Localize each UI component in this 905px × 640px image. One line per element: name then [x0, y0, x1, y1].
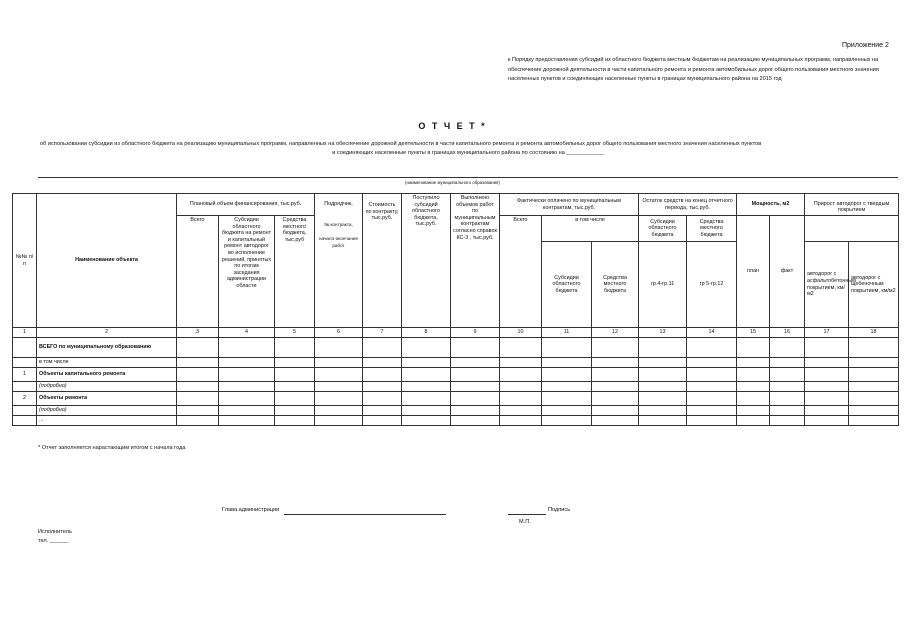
table-cell — [737, 391, 770, 405]
table-cell — [219, 357, 275, 367]
table-cell — [500, 381, 542, 391]
table-row — [13, 405, 899, 415]
table-cell — [542, 391, 592, 405]
table-cell — [687, 381, 737, 391]
table-cell — [592, 415, 639, 425]
header-paid: Фактически оплачено по муниципальным контрактам, тыс.руб. — [500, 194, 639, 216]
table-cell — [592, 357, 639, 367]
municipality-caption: (наименование муниципального образования) — [405, 180, 500, 185]
table-cell — [177, 367, 219, 381]
table-cell — [315, 391, 363, 405]
table-cell — [592, 367, 639, 381]
row-number-cell — [13, 405, 37, 415]
table-cell — [687, 367, 737, 381]
header-contract-no: № контракта, — [324, 221, 353, 227]
row-name-cell: (подробно) — [37, 381, 177, 391]
header-plan-subsidy: Субсидии областного бюджета на ремонт и капитальный ремонт автодорог во исполнение решений, принятых по итогам заседания администрации области — [219, 216, 275, 328]
header-power-fact: факт — [770, 216, 805, 328]
table-cell — [687, 391, 737, 405]
table-cell — [849, 391, 899, 405]
table-row — [13, 337, 899, 357]
row-name-cell: (подробно) — [37, 405, 177, 415]
header-rest-formula-1: гр.4-гр.11 — [639, 242, 687, 328]
column-number-row — [13, 328, 899, 338]
table-cell — [275, 357, 315, 367]
head-signature-line — [284, 514, 446, 515]
table-cell — [639, 367, 687, 381]
table-cell — [500, 391, 542, 405]
table-cell — [737, 415, 770, 425]
table-cell — [363, 381, 402, 391]
table-cell — [849, 381, 899, 391]
table-cell — [639, 391, 687, 405]
header-contract-cost: Стоимость по контракту, тыс.руб. — [363, 194, 402, 328]
table-cell — [500, 367, 542, 381]
header-rest-local: Средства местного бюджета — [687, 216, 737, 242]
row-number-cell: 1 — [13, 367, 37, 381]
table-cell — [770, 337, 805, 357]
subtitle-line-1: об использовании субсидии из областного бюджета на реализацию муниципальных программ, направленных на обеспечение дорожной деятельности в части капитального ремонта и ремонта автомобильных дорог общего пользования местного значения населенных пунктов — [40, 141, 762, 147]
table-cell — [770, 381, 805, 391]
col-number: 15 — [737, 328, 770, 338]
header-growth-spacer — [805, 216, 899, 242]
row-number-cell — [13, 357, 37, 367]
header-contractor-label: Подрядчик, — [324, 201, 353, 207]
table-cell — [805, 405, 849, 415]
table-cell — [451, 415, 500, 425]
table-cell — [592, 337, 639, 357]
table-cell — [500, 357, 542, 367]
executor-label: Исполнитель — [38, 529, 72, 535]
table-cell — [315, 357, 363, 367]
table-cell — [687, 415, 737, 425]
table-cell — [177, 337, 219, 357]
col-number: 6 — [315, 328, 363, 338]
header-rest-formula-2: гр 5-гр.12 — [687, 242, 737, 328]
table-cell — [500, 405, 542, 415]
row-name-cell: ... — [37, 415, 177, 425]
table-cell — [451, 337, 500, 357]
col-number: 3 — [177, 328, 219, 338]
table-cell — [402, 367, 451, 381]
table-cell — [275, 367, 315, 381]
row-name-cell: в том числе — [37, 357, 177, 367]
table-cell — [451, 391, 500, 405]
table-cell — [770, 391, 805, 405]
table-cell — [315, 415, 363, 425]
table-cell — [402, 415, 451, 425]
table-cell — [592, 381, 639, 391]
table-cell — [275, 415, 315, 425]
col-number: 11 — [542, 328, 592, 338]
col-number: 13 — [639, 328, 687, 338]
header-num: №№ п/п — [13, 194, 37, 328]
report-title: О Т Ч Е Т * — [418, 121, 487, 131]
row-name-cell: Объекты капитального ремонта — [37, 367, 177, 381]
sign-label: Подпись — [548, 507, 571, 513]
header-done: Выполнено объемов работ по муниципальным контрактам согласно справок КС-3 , тыс.руб. — [451, 194, 500, 328]
table-cell — [592, 405, 639, 415]
table-cell — [219, 381, 275, 391]
table-cell — [849, 405, 899, 415]
table-cell — [805, 391, 849, 405]
subtitle-line-2: и соединяющих населенные пункты в границах муниципального района по состоянию на ____________ — [332, 149, 604, 156]
header-paid-total: Всего — [500, 216, 542, 328]
header-paid-incl: в том числе — [542, 216, 639, 242]
header-received: Поступило субсидий областного бюджета, тыс.руб. — [402, 194, 451, 328]
table-cell — [687, 357, 737, 367]
stamp-label: М.П. — [519, 519, 531, 525]
col-number: 17 — [805, 328, 849, 338]
table-cell — [402, 357, 451, 367]
head-signature-label: Глава администрации — [222, 507, 280, 513]
table-cell — [451, 381, 500, 391]
header-rest-subsidy: Субсидии областного бюджета — [639, 216, 687, 242]
header-power: Мощность, м2 — [737, 194, 805, 216]
table-cell — [177, 415, 219, 425]
table-cell — [639, 415, 687, 425]
header-dates: начало-окончание работ — [318, 236, 359, 248]
table-cell — [402, 391, 451, 405]
table-cell — [363, 415, 402, 425]
header-paid-subsidy: Субсидии областного бюджета — [542, 242, 592, 328]
table-row — [13, 367, 899, 381]
row-number-cell — [13, 415, 37, 425]
header-plan: Плановый объем финансирования, тыс.руб. — [177, 194, 315, 216]
table-cell — [770, 357, 805, 367]
table-cell — [849, 415, 899, 425]
table-cell — [737, 381, 770, 391]
table-cell — [219, 415, 275, 425]
appendix-label: Приложение 2 — [842, 42, 889, 49]
report-table — [12, 193, 899, 426]
table-cell — [639, 337, 687, 357]
table-cell — [737, 357, 770, 367]
table-cell — [177, 405, 219, 415]
table-cell — [805, 337, 849, 357]
table-cell — [770, 415, 805, 425]
table-cell — [500, 415, 542, 425]
table-cell — [849, 357, 899, 367]
table-cell — [737, 337, 770, 357]
header-growth-asphalt: автодорог с асфальтобетонным покрытием, км/м2 — [805, 242, 849, 328]
table-cell — [542, 381, 592, 391]
header-rest: Остаток средств на конец отчетного периода, тыс.руб. — [639, 194, 737, 216]
table-cell — [542, 415, 592, 425]
table-cell — [737, 367, 770, 381]
table-cell — [275, 381, 315, 391]
table-cell — [219, 391, 275, 405]
col-number: 10 — [500, 328, 542, 338]
table-cell — [219, 337, 275, 357]
col-number: 16 — [770, 328, 805, 338]
header-growth-gravel: автодорог с щебеночным покрытием, км/м2 — [849, 242, 899, 328]
row-name-cell: Объекты ремонта — [37, 391, 177, 405]
table-row — [13, 381, 899, 391]
report-subtitle — [40, 140, 896, 157]
table-cell — [219, 367, 275, 381]
table-cell — [805, 367, 849, 381]
table-cell — [542, 357, 592, 367]
header-power-plan: план — [737, 216, 770, 328]
table-cell — [177, 381, 219, 391]
table-cell — [500, 337, 542, 357]
table-cell — [177, 391, 219, 405]
table-cell — [737, 405, 770, 415]
table-cell — [687, 405, 737, 415]
table-cell — [639, 405, 687, 415]
table-cell — [639, 357, 687, 367]
table-cell — [315, 405, 363, 415]
col-number: 4 — [219, 328, 275, 338]
table-cell — [402, 405, 451, 415]
col-number: 2 — [37, 328, 177, 338]
col-number: 1 — [13, 328, 37, 338]
table-cell — [451, 367, 500, 381]
table-cell — [363, 367, 402, 381]
table-cell — [363, 391, 402, 405]
table-cell — [770, 405, 805, 415]
table-row — [13, 357, 899, 367]
row-number-cell — [13, 337, 37, 357]
header-plan-total: Всего — [177, 216, 219, 328]
row-number-cell — [13, 381, 37, 391]
col-number: 14 — [687, 328, 737, 338]
table-cell — [592, 391, 639, 405]
row-name-cell: ВСЕГО по муниципальному образованию — [37, 337, 177, 357]
table-cell — [402, 381, 451, 391]
table-cell — [805, 381, 849, 391]
table-cell — [363, 357, 402, 367]
table-row — [13, 391, 899, 405]
table-cell — [542, 367, 592, 381]
footnote: * Отчет заполняется нарастающим итогом с начала года — [38, 445, 186, 451]
table-cell — [451, 405, 500, 415]
phone-label: тел. ______ — [38, 538, 69, 544]
col-number: 8 — [402, 328, 451, 338]
intro-text: к Порядку предоставления субсидий из областного бюджета местным бюджетам на реализацию муниципальных программ, направленных на обеспечение дорожной деятельности в части капитального ремонта и ремонта автомобильных дорог общего пользования местного значения населенных пунктов и соединяющих населенные пункты в границах муниципального района на 2015 год — [508, 57, 879, 82]
col-number: 12 — [592, 328, 639, 338]
row-number-cell: 2 — [13, 391, 37, 405]
header-contractor — [315, 194, 363, 328]
municipality-line — [38, 177, 898, 178]
header-growth: Прирост автодорог с твердым покрытием — [805, 194, 899, 216]
table-cell — [639, 381, 687, 391]
table-cell — [315, 367, 363, 381]
table-cell — [542, 405, 592, 415]
header-plan-local: Средства местного бюджета, тыс.руб — [275, 216, 315, 328]
table-cell — [275, 337, 315, 357]
table-cell — [177, 357, 219, 367]
table-row — [13, 415, 899, 425]
table-cell — [363, 337, 402, 357]
sign-line — [508, 514, 546, 515]
table-cell — [451, 357, 500, 367]
table-cell — [805, 357, 849, 367]
table-cell — [805, 415, 849, 425]
table-cell — [849, 367, 899, 381]
col-number: 18 — [849, 328, 899, 338]
table-cell — [542, 337, 592, 357]
table-cell — [402, 337, 451, 357]
table-cell — [315, 381, 363, 391]
header-object-name: Наименование объекта — [37, 194, 177, 328]
table-body — [13, 337, 899, 425]
table-cell — [363, 405, 402, 415]
header-paid-local: Средства местного бюджета — [592, 242, 639, 328]
col-number: 5 — [275, 328, 315, 338]
table-cell — [219, 405, 275, 415]
table-cell — [687, 337, 737, 357]
table-cell — [275, 391, 315, 405]
table-cell — [849, 337, 899, 357]
col-number: 9 — [451, 328, 500, 338]
table-cell — [315, 337, 363, 357]
col-number: 7 — [363, 328, 402, 338]
table-cell — [770, 367, 805, 381]
table-cell — [275, 405, 315, 415]
